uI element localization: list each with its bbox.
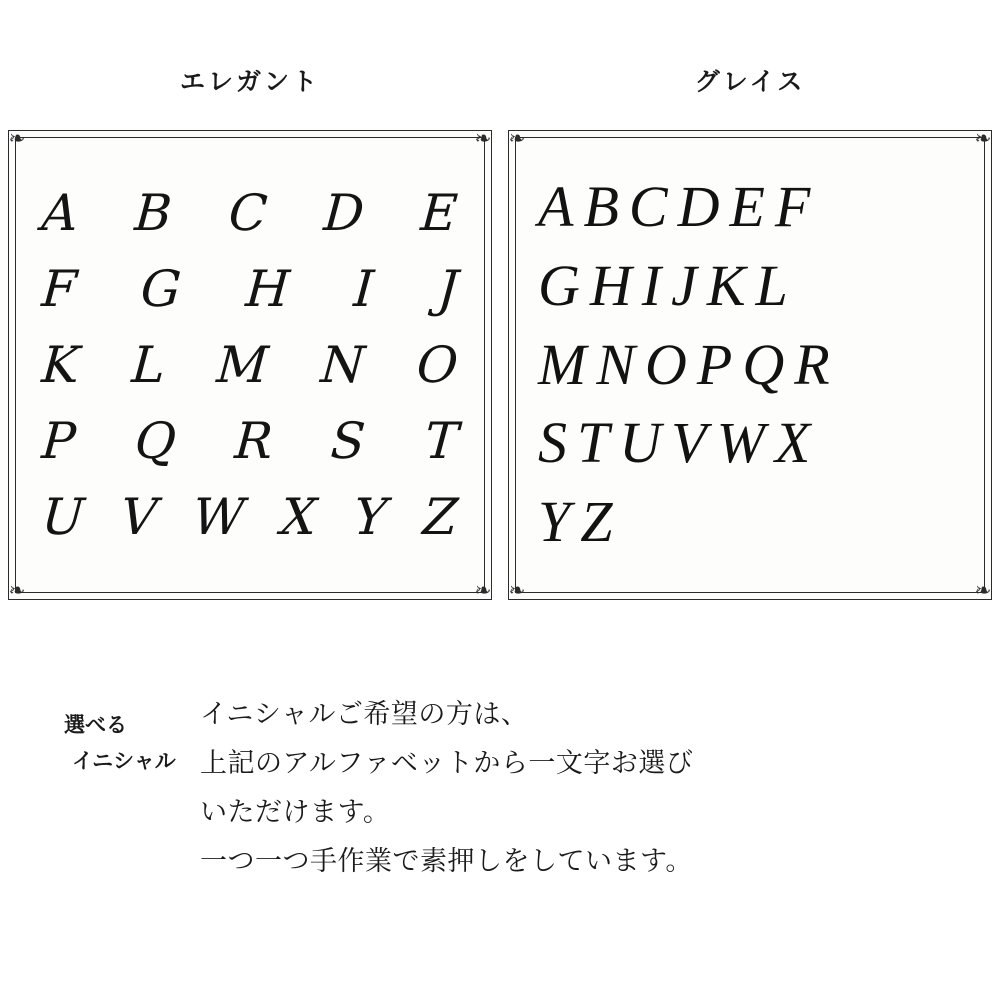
letter-glyph[interactable]: T: [422, 412, 461, 470]
ornament-icon: ❧: [508, 128, 526, 150]
letter-glyph[interactable]: D: [322, 184, 367, 242]
letter-glyph[interactable]: W: [716, 410, 765, 476]
letter-glyph[interactable]: A: [538, 173, 574, 239]
letter-glyph[interactable]: O: [645, 331, 687, 397]
ornament-icon: ❧: [974, 580, 992, 602]
letter-glyph[interactable]: S: [538, 410, 567, 476]
panel-title-grace: グレイス: [694, 68, 806, 96]
letter-glyph[interactable]: N: [318, 336, 367, 394]
letter-glyph[interactable]: F: [39, 260, 79, 318]
alphabet-panel-elegant: [8, 130, 492, 600]
description-paragraph: 上記のアルファベットから一文字お選び: [200, 748, 694, 779]
letter-glyph[interactable]: Y: [351, 488, 389, 546]
letter-glyph[interactable]: C: [226, 184, 270, 242]
letter-glyph[interactable]: S: [329, 412, 368, 470]
letter-glyph[interactable]: N: [596, 331, 636, 397]
letter-glyph[interactable]: R: [794, 331, 830, 397]
letter-glyph[interactable]: X: [774, 410, 811, 476]
letter-glyph[interactable]: L: [129, 336, 167, 394]
letter-glyph[interactable]: Z: [421, 488, 461, 546]
letter-glyph[interactable]: T: [577, 410, 610, 476]
letter-glyph[interactable]: P: [696, 331, 733, 397]
description-paragraph: イニシャルご希望の方は、: [200, 699, 529, 729]
letter-glyph[interactable]: I: [641, 252, 662, 318]
description-label-line1: 選べる: [64, 714, 127, 737]
alphabet-row: [534, 168, 966, 247]
letter-glyph[interactable]: M: [215, 336, 271, 394]
letter-glyph[interactable]: K: [39, 336, 82, 394]
letter-glyph[interactable]: D: [677, 173, 720, 239]
letter-glyph[interactable]: B: [583, 173, 619, 239]
ornament-icon: ❧: [8, 580, 26, 602]
letter-glyph[interactable]: X: [279, 488, 320, 546]
letter-glyph[interactable]: O: [414, 336, 460, 394]
letter-glyph[interactable]: E: [419, 184, 460, 242]
description-label-line2: イニシャル: [72, 750, 176, 774]
letter-glyph[interactable]: A: [39, 184, 81, 242]
letter-glyph[interactable]: L: [755, 252, 788, 318]
letter-glyph[interactable]: Y: [538, 489, 571, 555]
alphabet-row: [34, 479, 466, 555]
ornament-icon: ❧: [974, 128, 992, 150]
letter-glyph[interactable]: U: [39, 488, 87, 546]
letter-glyph[interactable]: Q: [132, 412, 178, 470]
letter-glyph[interactable]: M: [538, 331, 587, 397]
letter-glyph[interactable]: H: [589, 252, 632, 318]
ornament-icon: ❧: [474, 128, 492, 150]
letter-glyph[interactable]: E: [729, 173, 765, 239]
alphabet-row: [534, 326, 966, 405]
letter-glyph[interactable]: P: [39, 412, 78, 470]
letter-glyph[interactable]: W: [191, 488, 247, 546]
description-paragraph: 一つ一つ手作業で素押しをしています。: [200, 846, 693, 877]
ornament-icon: ❧: [508, 580, 526, 602]
panel-title-elegant: エレガント: [179, 68, 320, 96]
letter-glyph[interactable]: K: [706, 252, 746, 318]
alphabet-grid-elegant: [34, 152, 466, 578]
letter-glyph[interactable]: G: [538, 252, 580, 318]
alphabet-row: [34, 327, 466, 403]
alphabet-panel-grace: [508, 130, 992, 600]
letter-glyph[interactable]: B: [133, 184, 174, 242]
letter-glyph[interactable]: V: [118, 488, 159, 546]
letter-glyph[interactable]: J: [671, 252, 697, 318]
description-body: [200, 690, 693, 887]
letter-glyph[interactable]: C: [628, 173, 668, 239]
alphabet-row: [534, 247, 966, 326]
alphabet-row: [534, 404, 966, 483]
letter-glyph[interactable]: F: [774, 173, 811, 239]
alphabet-row: [34, 175, 466, 251]
alphabet-panels: [8, 130, 992, 600]
panel-headings: [0, 62, 1000, 98]
description-paragraph: いただけます。: [200, 797, 391, 828]
ornament-icon: ❧: [474, 580, 492, 602]
alphabet-row: [34, 403, 466, 479]
letter-glyph[interactable]: I: [351, 260, 376, 318]
ornament-icon: ❧: [8, 128, 26, 150]
description-label: [0, 690, 200, 780]
letter-glyph[interactable]: J: [435, 260, 460, 318]
alphabet-row: [34, 251, 466, 327]
alphabet-row: [534, 483, 966, 562]
letter-glyph[interactable]: Z: [580, 489, 613, 555]
letter-glyph[interactable]: H: [243, 260, 292, 318]
letter-glyph[interactable]: U: [619, 410, 662, 476]
description-section: [0, 690, 1000, 887]
letter-glyph[interactable]: G: [139, 260, 184, 318]
letter-glyph[interactable]: Q: [742, 331, 785, 397]
letter-glyph[interactable]: R: [232, 412, 275, 470]
alphabet-grid-grace: [534, 152, 966, 578]
letter-glyph[interactable]: V: [671, 410, 707, 476]
